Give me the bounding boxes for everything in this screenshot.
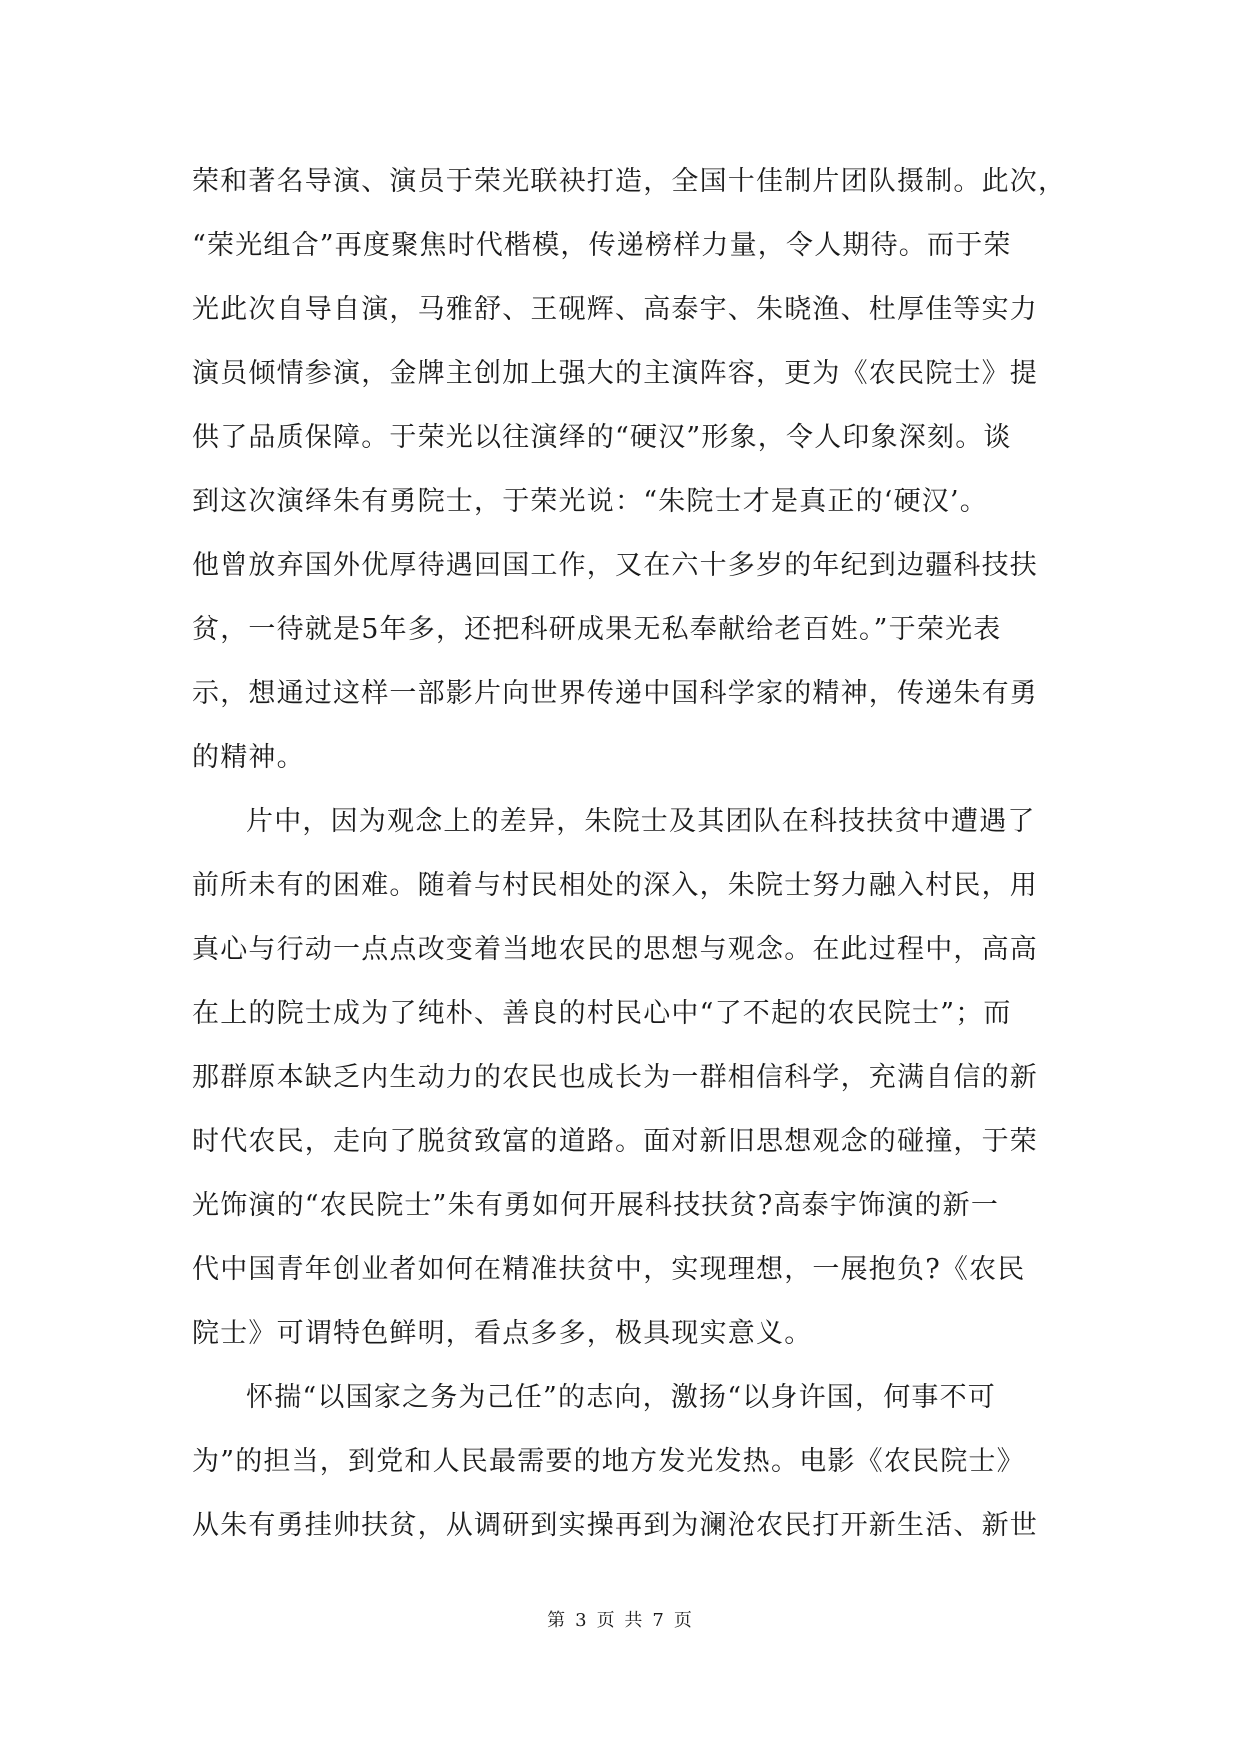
text-line: 前所未有的困难。随着与村民相处的深入，朱院士努力融入村民，用 (192, 870, 1038, 901)
text-line: 为”的担当，到党和人民最需要的地方发光发热。电影《农民院士》 (192, 1446, 1025, 1477)
footer-current-page: 3 (575, 1610, 589, 1631)
text-line: 在上的院士成为了纯朴、善良的村民心中“了不起的农民院士”；而 (192, 998, 1012, 1029)
text-line: 那群原本缺乏内生动力的农民也成长为一群相信科学，充满自信的新 (192, 1062, 1038, 1093)
page-footer (0, 1606, 1241, 1632)
footer-suffix: 页 (673, 1610, 694, 1631)
footer-middle: 页 共 (596, 1610, 645, 1631)
footer-prefix: 第 (547, 1610, 568, 1631)
text-line: 代中国青年创业者如何在精准扶贫中，实现理想，一展抱负?《农民 (192, 1254, 1026, 1285)
text-line: 光此次自导自演，马雅舒、王砚辉、高泰宇、朱晓渔、杜厚佳等实力 (192, 294, 1038, 325)
text-line: 真心与行动一点点改变着当地农民的思想与观念。在此过程中，高高 (192, 934, 1038, 965)
text-line: 到这次演绎朱有勇院士，于荣光说：“朱院士才是真正的‘硬汉’。 (192, 486, 988, 517)
document-body (192, 150, 1067, 1558)
text-line: 他曾放弃国外优厚待遇回国工作，又在六十多岁的年纪到边疆科技扶 (192, 550, 1038, 581)
text-line: 院士》可谓特色鲜明，看点多多，极具现实意义。 (192, 1318, 813, 1349)
footer-total-pages: 7 (652, 1610, 666, 1631)
text-line: 示，想通过这样一部影片向世界传递中国科学家的精神，传递朱有勇 (192, 678, 1038, 709)
text-line: 时代农民，走向了脱贫致富的道路。面对新旧思想观念的碰撞，于荣 (192, 1126, 1038, 1157)
paragraph-3 (192, 1366, 1052, 1558)
text-line: 荣和著名导演、演员于荣光联袂打造，全国十佳制片团队摄制。此次， (192, 166, 1067, 197)
paragraph-1 (192, 150, 1067, 790)
text-line: 供了品质保障。于荣光以往演绎的“硬汉”形象，令人印象深刻。谈 (192, 422, 1012, 453)
text-line: 的精神。 (192, 742, 305, 773)
text-line: 片中，因为观念上的差异，朱院士及其团队在科技扶贫中遭遇了 (246, 806, 1036, 837)
text-line: 演员倾情参演，金牌主创加上强大的主演阵容，更为《农民院士》提 (192, 358, 1038, 389)
text-line: 从朱有勇挂帅扶贫，从调研到实操再到为澜沧农民打开新生活、新世 (192, 1510, 1038, 1541)
text-line: 贫，一待就是5年多，还把科研成果无私奉献给老百姓。”于荣光表 (192, 614, 1002, 645)
text-line: 光饰演的“农民院士”朱有勇如何开展科技扶贫?高泰宇饰演的新一 (192, 1190, 1000, 1221)
text-line: “荣光组合”再度聚焦时代楷模，传递榜样力量，令人期待。而于荣 (192, 230, 1012, 261)
text-line: 怀揣“以国家之务为己任”的志向，激扬“以身许国，何事不可 (246, 1382, 997, 1413)
paragraph-2 (192, 790, 1052, 1366)
